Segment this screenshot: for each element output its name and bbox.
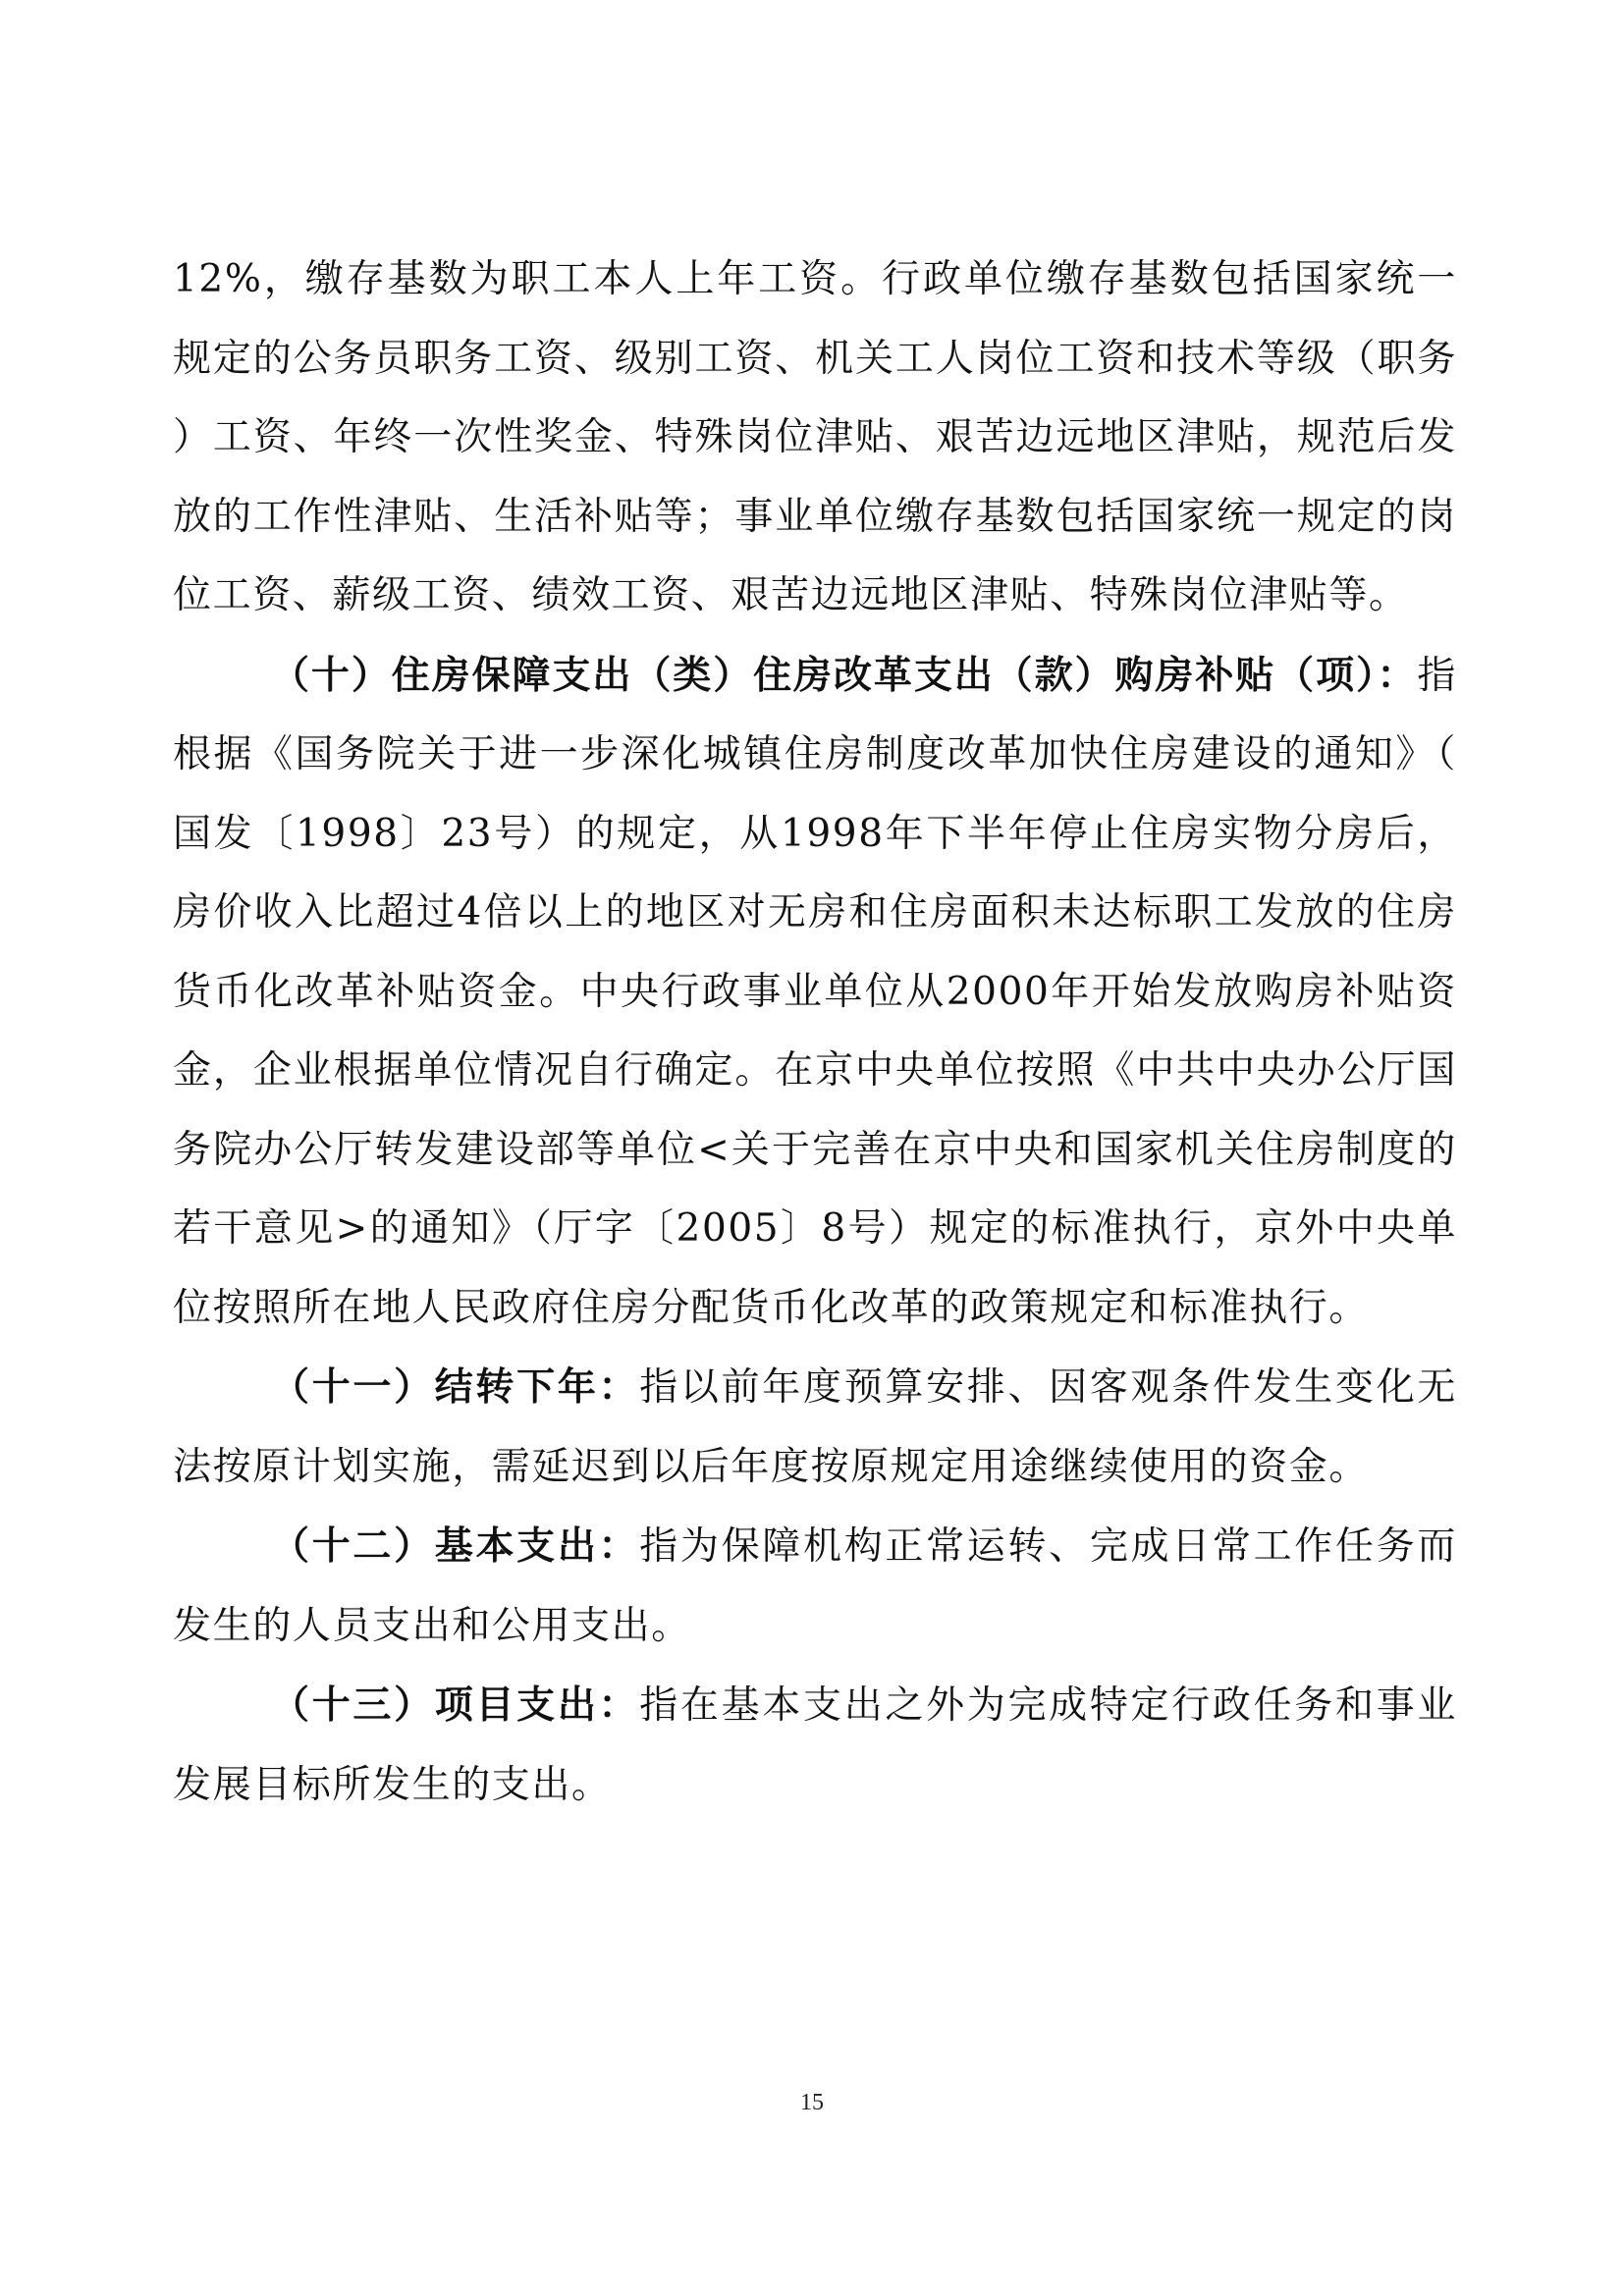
section-heading: （十三）项目支出： xyxy=(271,1682,640,1728)
paragraph-text: 指在基本支出之外为完成特定行政任务和事业发展目标所发生的支出。 xyxy=(173,1683,1457,1807)
paragraph-carryover xyxy=(173,1348,1457,1507)
paragraph-housing-subsidy xyxy=(173,636,1457,1349)
paragraph-project-expenditure xyxy=(173,1666,1457,1825)
section-heading: （十）住房保障支出（类）住房改革支出（款）购房补贴（项）： xyxy=(271,652,1418,698)
document-body xyxy=(173,240,1457,1825)
section-heading: （十一）结转下年： xyxy=(271,1364,640,1410)
paragraph-text: 指为保障机构正常运转、完成日常工作任务而发生的人员支出和公用支出。 xyxy=(173,1524,1457,1648)
paragraph-housing-fund-base xyxy=(173,240,1457,636)
paragraph-text: 指根据《国务院关于进一步深化城镇住房制度改革加快住房建设的通知》（国发〔1998〕23号）的规定，从1998年下半年停止住房实物分房后，房价收入比超过4倍以上的地区对无房和住房面积未达标职工发放的住房货币化改革补贴资金。中央行政事业单位从2000年开始发放购房补贴资金，企业根据单位情况自行确定。在京中央单位按照《中共中央办公厅国务院办公厅转发建设部等单位<关于完善在京中央和国家机关住房制度的若干意见>的通知》（厅字〔2005〕8号）规定的标准执行，京外中央单位按照所在地人民政府住房分配货币化改革的政策规定和标准执行。 xyxy=(173,653,1457,1330)
paragraph-text: 12%，缴存基数为职工本人上年工资。行政单位缴存基数包括国家统一规定的公务员职务工资、级别工资、机关工人岗位工资和技术等级（职务）工资、年终一次性奖金、特殊岗位津贴、艰苦边远地区津贴，规范后发放的工作性津贴、生活补贴等；事业单位缴存基数包括国家统一规定的岗位工资、薪级工资、绩效工资、艰苦边远地区津贴、特殊岗位津贴等。 xyxy=(173,257,1457,617)
paragraph-basic-expenditure xyxy=(173,1507,1457,1666)
paragraph-text: 指以前年度预算安排、因客观条件发生变化无法按原计划实施，需延迟到以后年度按原规定用途继续使用的资金。 xyxy=(173,1365,1457,1489)
page-number: 15 xyxy=(800,2090,824,2115)
section-heading: （十二）基本支出： xyxy=(271,1523,640,1569)
